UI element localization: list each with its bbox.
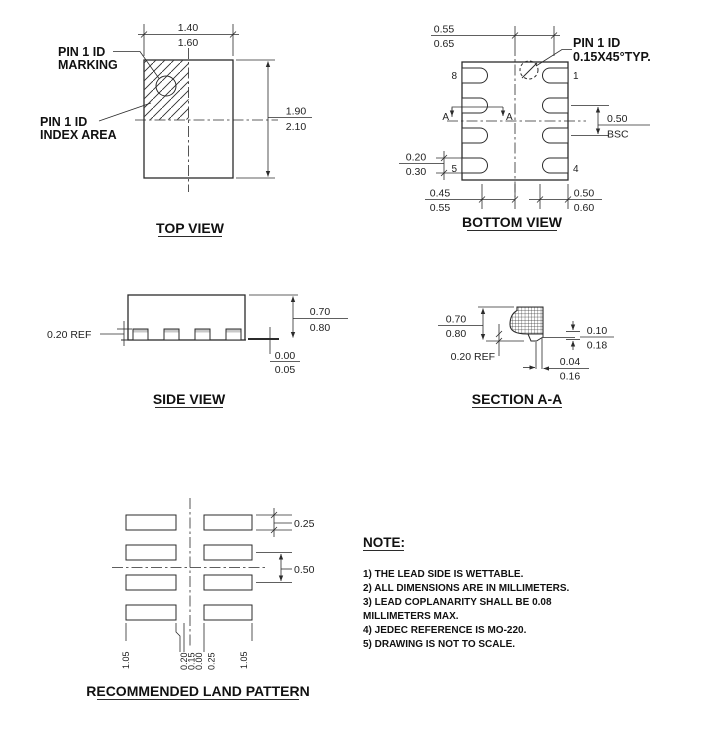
dim-bottom-left (425, 184, 518, 214)
dim-flank-max: 0.18 (586, 339, 608, 352)
notes-block (363, 535, 570, 650)
dim-land-b: 0.15 (186, 652, 197, 670)
dim-section-ref-text: 0.20 REF (450, 351, 495, 363)
land-pattern-title: RECOMMENDED LAND PATTERN (86, 683, 310, 699)
side-view-title: SIDE VIEW (152, 391, 226, 407)
land-pad-l2 (126, 545, 176, 560)
dim-height-max: 2.10 (285, 121, 307, 133)
pad-3 (543, 128, 569, 143)
svg-text:INDEX AREA: INDEX AREA (40, 128, 117, 142)
dim-land-c: 0.00 (194, 652, 204, 670)
dim-land-left-length: 1.05 (121, 651, 131, 669)
dim-land-right-length: 1.05 (239, 651, 249, 669)
dim-pitch-value: 0.50 (607, 113, 628, 125)
pin-number-4: 4 (573, 164, 579, 175)
dim-land-pitch: 0.50 (294, 564, 315, 576)
pad-6 (462, 128, 488, 143)
pin1-index-leader-line (99, 103, 151, 121)
land-pad-l1 (126, 515, 176, 530)
svg-text:PIN 1 ID: PIN 1 ID (58, 45, 106, 59)
dim-section-h-max: 0.80 (445, 328, 467, 340)
dim-standoff-max: 0.05 (274, 364, 296, 376)
pad-4 (543, 158, 569, 173)
pad-2 (543, 98, 569, 113)
land-pad-r2 (204, 545, 252, 560)
bottom-view (399, 24, 651, 231)
dim-bottom-top-offset (431, 24, 560, 57)
dim-height-min: 1.90 (285, 105, 307, 118)
side-lead-3-shade (196, 330, 210, 333)
dim-width-max: 1.60 (177, 37, 199, 49)
dim-land-d: 0.25 (206, 652, 217, 670)
dim-pitch-bsc (571, 106, 650, 141)
section-aa-title: SECTION A-A (471, 391, 563, 407)
dim-side-height (249, 295, 348, 338)
pin1-index-hatch-area (145, 61, 189, 120)
dim-width-min: 1.40 (177, 22, 199, 34)
land-pattern-view (86, 498, 314, 700)
land-pad-r3 (204, 575, 252, 590)
dim-lead-ref: 0.20 REF (47, 329, 92, 341)
dim-br-min: 0.50 (573, 187, 595, 200)
note-line-2: 2) ALL DIMENSIONS ARE IN MILLIMETERS. (363, 583, 570, 594)
section-lead-cross-hatch (510, 307, 543, 334)
dim-land-pad-height (256, 508, 315, 537)
note-line-4: 4) JEDEC REFERENCE IS MO-220. (363, 625, 527, 636)
land-pad-r1 (204, 515, 252, 530)
section-lead-foot (528, 334, 543, 341)
section-label-a-left: A (442, 112, 449, 123)
dim-top-max: 0.65 (433, 38, 455, 50)
dim-land-pad-h: 0.25 (294, 518, 315, 530)
pin-number-1: 1 (573, 71, 579, 82)
top-view (40, 22, 312, 237)
pin1-chamfer-label: 0.15X45°TYP. (573, 50, 651, 64)
dim-lead-thickness-ref (47, 321, 132, 346)
dim-pad-min: 0.20 (405, 151, 427, 164)
dim-bl-min: 0.45 (429, 187, 451, 200)
top-view-title: TOP VIEW (156, 220, 224, 236)
note-line-3b: MILLIMETERS MAX. (363, 611, 459, 622)
dim-flank (566, 321, 614, 352)
notes-heading: NOTE: (363, 535, 405, 550)
land-pad-r4 (204, 605, 252, 620)
dim-pad-max: 0.30 (405, 166, 427, 178)
side-lead-1-shade (134, 330, 148, 333)
note-line-5: 5) DRAWING IS NOT TO SCALE. (363, 639, 516, 650)
dim-section-h-min: 0.70 (445, 313, 467, 326)
land-pad-l3 (126, 575, 176, 590)
side-lead-4-shade (227, 330, 241, 333)
label-pin1-index-area (40, 103, 151, 142)
side-view (47, 295, 348, 408)
note-line-3: 3) LEAD COPLANARITY SHALL BE 0.08 (363, 597, 552, 608)
pin-number-5: 5 (451, 164, 457, 175)
dim-top-height (236, 60, 312, 178)
dim-top-min: 0.55 (433, 23, 455, 36)
svg-text:MARKING: MARKING (58, 58, 118, 72)
pad-8 (462, 68, 488, 83)
pad-7 (462, 98, 488, 113)
dim-step (523, 338, 589, 383)
note-line-1: 1) THE LEAD SIDE IS WETTABLE. (363, 569, 524, 580)
dim-step-max: 0.16 (559, 370, 581, 383)
dim-bl-max: 0.55 (429, 202, 451, 214)
pin1-id-label: PIN 1 ID (573, 36, 621, 50)
dim-bottom-right (529, 184, 602, 214)
dim-land-a: 0.20 (179, 652, 189, 670)
dim-side-h-max: 0.80 (309, 322, 331, 334)
dim-section-height (438, 307, 514, 340)
dim-standoff-min: 0.00 (274, 350, 296, 362)
dim-side-h-min: 0.70 (309, 306, 331, 318)
land-bottom-dims (121, 623, 252, 670)
section-aa-view (438, 307, 614, 408)
svg-text:PIN 1 ID: PIN 1 ID (40, 115, 88, 129)
dim-standoff (270, 327, 300, 376)
pad-5 (462, 158, 488, 173)
side-lead-2-shade (165, 330, 179, 333)
dim-step-min: 0.04 (559, 356, 581, 368)
section-label-a-right: A (506, 112, 513, 123)
land-pad-l4 (126, 605, 176, 620)
dim-flank-min: 0.10 (586, 325, 608, 337)
pad-1 (543, 68, 569, 83)
pin-number-8: 8 (451, 71, 457, 82)
dim-pitch-unit: BSC (607, 128, 629, 141)
bottom-view-title: BOTTOM VIEW (461, 214, 563, 230)
dim-br-max: 0.60 (573, 202, 595, 214)
